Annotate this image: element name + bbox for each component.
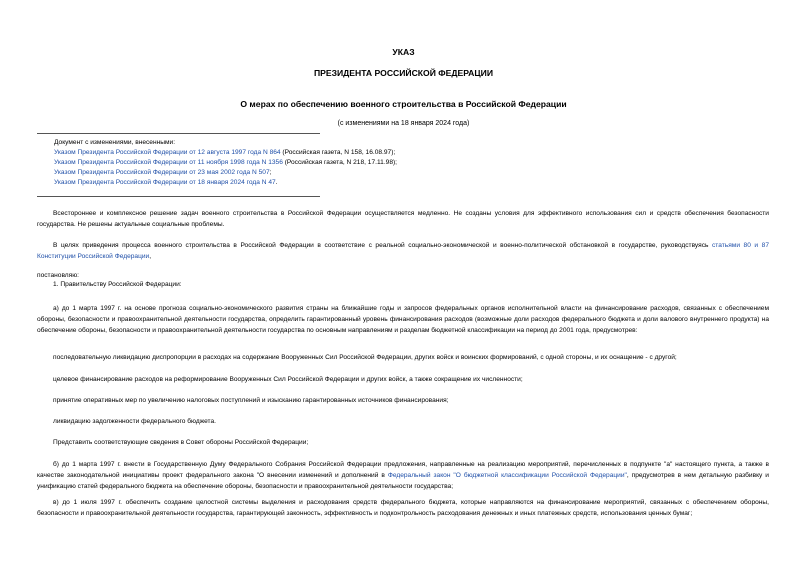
edition-link[interactable]: Указом Президента Российской Федерации от 11 ноября 1998 года N 1356: [54, 159, 283, 166]
subitem-a-point: ликвидацию задолженности федерального бюджета.: [53, 418, 216, 425]
edition-item: [54, 148, 395, 158]
subitem-a-point: последовательную ликвидацию диспропорции в расходах на содержание Вооруженных Сил Российской Федерации, других войск и воинских формирований, с одной стороны, и их оснащение - с другой;: [53, 354, 677, 361]
edition-link[interactable]: Указом Президента Российской Федерации от 23 мая 2002 года N 507: [54, 169, 270, 176]
budget-classification-law-link[interactable]: Федеральный закон "О бюджетной классификации Российской Федерации": [387, 472, 627, 479]
basis-paragraph: [37, 240, 769, 262]
edition-link[interactable]: Указом Президента Российской Федерации от 18 января 2024 года N 47: [54, 179, 276, 186]
edition-item: [54, 158, 397, 168]
edition-source: ;: [269, 169, 272, 176]
edition-note: (с изменениями на 18 января 2024 года): [337, 120, 470, 127]
subitem-a: а) до 1 марта 1997 г. на основе прогноза социально-экономического развития страны на ближайшие годы и запросов федеральных органов исполнительной власти на финансирование расходов, связанных с обеспечением обороны, безопасности и правоохранительной деятельности государства, определить гарантированный уровень финансирования расходов (возможные доли расходов федерального бюджета и доли валового внутреннего продукта) на обеспечение обороны, безопасности и правоохранительной деятельности государства по основным направлениям и разделам бюджетной классификации на период до 2001 года, предусмотрев:: [37, 305, 769, 334]
subitem-b: [37, 459, 769, 492]
edition-source: (Российская газета, N 158, 16.08.97);: [280, 149, 396, 156]
constitution-link[interactable]: статьями 80 и 87 Конституции Российской Федерации: [37, 242, 769, 260]
subitem-a-closing: Представить соответствующие сведения в Совет обороны Российской Федерации;: [53, 439, 309, 446]
item-1-heading: 1. Правительству Российской Федерации:: [53, 281, 182, 288]
editions-intro: Документ с изменениями, внесенными:: [54, 139, 176, 146]
preamble-paragraph: Всестороннее и комплексное решение задач военного строительства в Российской Федерации осуществляется медленно. Не созданы условия для эффективного использования сил и средств обеспечения безопасности государства. Не решены актуальные социальные проблемы.: [37, 210, 769, 228]
edition-source: .: [275, 179, 278, 186]
document-title: О мерах по обеспечению военного строительства в Российской Федерации: [240, 99, 567, 109]
editions-top-rule: [37, 133, 320, 134]
edition-link[interactable]: Указом Президента Российской Федерации от 12 августа 1997 года N 864: [54, 149, 281, 156]
subitem-b-text-end: , предусмотрев в нем детальную разбивку и унификацию статей федерального бюджета на обеспечение обороны, безопасности и правоохранительной деятельности государства;: [37, 472, 769, 490]
edition-source: (Российская газета, N 218, 17.11.98);: [282, 159, 398, 166]
basis-text: В целях приведения процесса военного строительства в Российской Федерации в соответствие с реальной социально-экономической и военно-политической обстановкой в государстве, руководствуясь: [53, 242, 712, 249]
issuer-heading: ПРЕЗИДЕНТА РОССИЙСКОЙ ФЕДЕРАЦИИ: [313, 68, 494, 78]
edition-item: [54, 178, 278, 188]
subitem-a-point: целевое финансирование расходов на реформирование Вооруженных Сил Российской Федерации и других войск, а также сокращение их численности;: [53, 376, 523, 383]
edition-item: [54, 168, 271, 178]
subitem-v: в) до 1 июля 1997 г. обеспечить создание целостной системы выделения и расходования средств федерального бюджета, которые направляются на финансирование мероприятий, связанных с обеспечением обороны, безопасности и правоохранительной деятельности государства, гарантирующей законность, эффективность и подконтрольность расходования денежных и иных платежных средств, использования ценных бумаг;: [37, 499, 769, 517]
subitem-b-text: б) до 1 марта 1997 г. внести в Государственную Думу Федерального Собрания Российской Федерации предложения, направленные на реализацию мероприятий, перечисленных в подпункте "а" настоящего пункта, а также в качестве законодательной инициативы проект федерального закона "О внесении изменений и дополнений в: [37, 461, 769, 479]
basis-text-end: ,: [149, 253, 152, 260]
decree-verb: постановляю:: [37, 272, 80, 279]
editions-bottom-rule: [37, 196, 320, 197]
subitem-a-point: принятие оперативных мер по увеличению налоговых поступлений и изысканию гарантированных источников финансирования;: [53, 397, 449, 404]
doc-type-heading: УКАЗ: [392, 47, 415, 57]
